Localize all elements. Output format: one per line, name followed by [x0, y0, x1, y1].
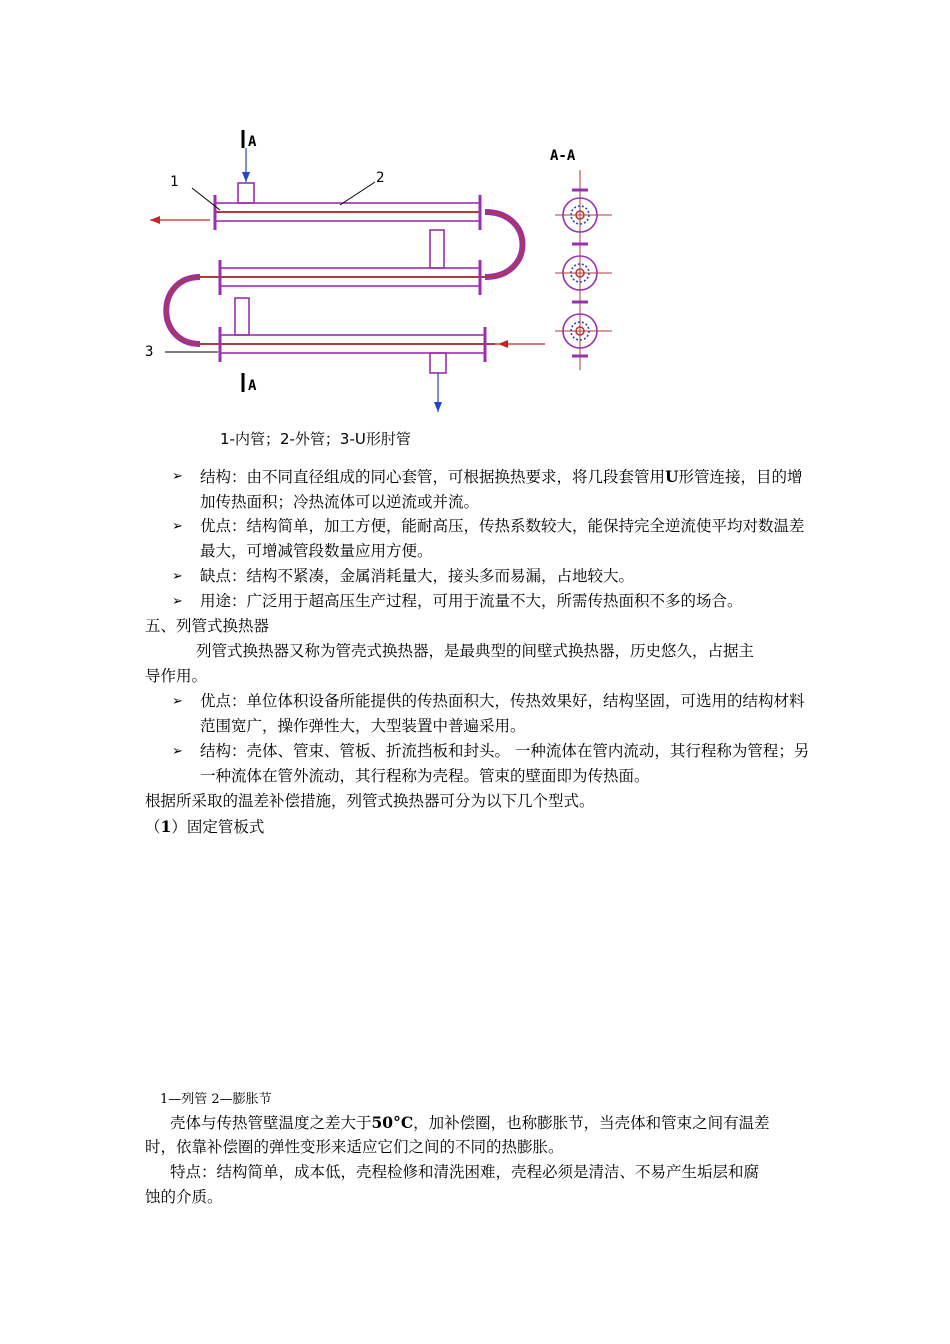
section5-heading: 五、列管式换热器: [145, 617, 270, 635]
subsection-fixed-tube-sheet: （1）固定管板式: [145, 817, 265, 836]
features-paragraph-line1: 特点：结构简单，成本低，壳程检修和清洗困难，壳程必须是清洁、不易产生垢层和腐: [170, 1163, 760, 1181]
features-paragraph-line2: 蚀的介质。: [145, 1188, 223, 1206]
section5-paragraph-line2: 导作用。: [145, 667, 208, 685]
label-3: 3: [145, 344, 154, 360]
label-2: 2: [376, 170, 385, 186]
expansion-paragraph-line1: 壳体与传热管壁温度之差大于50°C，加补偿圈，也称膨胀节，当壳体和管束之间有温差: [170, 1113, 770, 1132]
figure-caption: 1-内管；2-外管；3-U形肘管: [220, 430, 411, 448]
bullet-arrow-icon: ➢: [172, 569, 183, 584]
u-bend-left: [166, 277, 200, 344]
section-mark-bottom: A: [248, 378, 257, 394]
bullet-arrow-icon: ➢: [172, 744, 183, 759]
double-pipe-heat-exchanger-diagram: [140, 120, 640, 460]
bullet-arrow-icon: ➢: [172, 594, 183, 609]
bullet-arrow-icon: ➢: [172, 469, 183, 484]
section5-paragraph-line1: 列管式换热器又称为管壳式换热器，是最典型的间壁式换热器，历史悠久，占据主: [196, 642, 755, 660]
expansion-paragraph-line2: 时，依靠补偿圈的弹性变形来适应它们之间的不同的热膨胀。: [145, 1138, 564, 1156]
u-bend-right: [485, 212, 523, 277]
section-view-label: A-A: [550, 148, 576, 164]
label-1: 1: [170, 174, 179, 190]
classification-line: 根据所采取的温差补偿措施，列管式换热器可分为以下几个型式。: [145, 792, 595, 810]
bullet-arrow-icon: ➢: [172, 694, 183, 709]
bullet-arrow-icon: ➢: [172, 519, 183, 534]
section-mark-top: A: [248, 134, 257, 150]
figure2-caption: 1—列管 2—膨胀节: [160, 1092, 272, 1107]
